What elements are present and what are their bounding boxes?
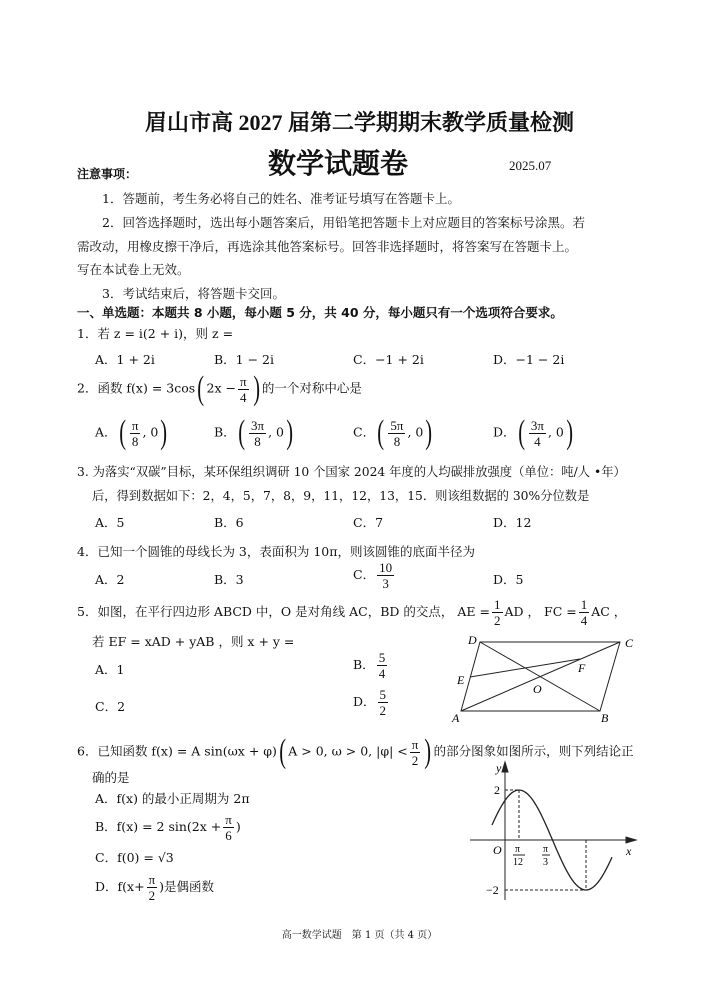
q4-option-d: D．5 (493, 572, 524, 587)
svg-text:3: 3 (543, 857, 548, 868)
q4-text: 4．已知一个圆锥的母线长为 3，表面积为 10π，则该圆锥的底面半径为 (77, 544, 475, 559)
exam-title: 眉山市高 2027 届第二学期期末教学质量检测 (144, 110, 574, 135)
sine-graph (460, 760, 640, 905)
q5-option-a: A．1 (95, 662, 125, 677)
svg-text:π: π (543, 844, 549, 855)
q2-option-c: C．( $\frac{5\pi}{8}$ , 0) (353, 414, 433, 451)
q6-option-d: D．f(x+ $\frac{\pi}{2}$ )是偶函数 (95, 872, 215, 903)
q2-pre: 2．函数 f(x) = 3cos (77, 380, 196, 396)
q5-option-d: D． $\frac{5}{2}$ (353, 687, 387, 718)
svg-text:E: E (457, 673, 465, 687)
page-footer: 高一数学试题 第 1 页（共 4 页） (281, 930, 438, 941)
q4-option-c: C． $\frac{10}{3}$ (353, 560, 393, 591)
q1-text: 1．若 z = i(2 + i)，则 z = (77, 326, 234, 341)
svg-text:x: x (626, 844, 632, 858)
svg-text:O: O (533, 682, 542, 696)
q5-option-b: B． $\frac{5}{4}$ (353, 650, 386, 681)
q3-option-d: D．12 (493, 515, 532, 530)
svg-text:B: B (601, 711, 609, 725)
exam-date: 2025.07 (509, 158, 552, 173)
q3-line: 后，得到数据如下：2，4，5，7，8，9，11，12，13，15．则该组数据的 30%分位数是 (92, 489, 590, 503)
svg-text:O: O (493, 843, 502, 857)
q3-option-c: C．7 (353, 515, 384, 530)
q5-line2: 若 EF = xAD + yAB ，则 x + y = (92, 634, 295, 649)
svg-text:A: A (452, 711, 460, 725)
notice-item: 2．回答选择题时，选出每小题答案后，用铅笔把答题卡上对应题目的答案标号涂黑。若 (102, 215, 585, 230)
notice-item: 1．答题前，考生务必将自己的姓名、准考证号填写在答题卡上。 (102, 191, 460, 206)
parallelogram-figure (440, 630, 640, 725)
q6-option-a: A．f(x) 的最小正周期为 2π (95, 791, 250, 806)
q5-line1: 5．如图，在平行四边形 ABCD 中，O 是对角线 AC，BD 的交点， AE = $\frac{1}{2}$ AD ， FC = $\frac{1}{4}$ AC ， (77, 597, 627, 628)
q1-option-c: C．−1 + 2i (353, 352, 424, 367)
q1-option-a: A．1 + 2i (95, 352, 155, 367)
notice-item: 写在本试卷上无效。 (77, 262, 190, 277)
q2-text: 2．函数 f(x) = 3cos( 2x − $\frac{\pi}{4}$ ) 的一个对称中心是 (77, 370, 362, 407)
svg-text:2: 2 (494, 783, 500, 797)
section-heading: 一、单选题：本题共 8 小题，每小题 5 分，共 40 分，每小题只有一个选项符合要求。 (77, 305, 563, 320)
q2-option-a: A．( $\frac{\pi}{8}$ , 0) (95, 414, 168, 451)
q2-option-d: D．( $\frac{3\pi}{4}$ , 0) (493, 414, 573, 451)
q1-option-d: D．−1 − 2i (493, 352, 565, 367)
q3-option-b: B．6 (214, 515, 244, 530)
svg-text:y: y (496, 761, 502, 775)
q6-line1: 6．已知函数 f(x) = A sin(ωx + φ)( A > 0, ω > 0, |φ| < $\frac{\pi}{2}$ ) 的部分图象如图所示，则下列结论正 (77, 733, 634, 770)
notice-item: 需改动，用橡皮擦干净后，再选涂其他答案标号。回答非选择题时，将答案写在答题卡上。 (77, 239, 578, 254)
q2-post: 的一个对称中心是 (261, 380, 362, 396)
q5-option-c: C．2 (95, 699, 126, 714)
q1-option-b: B．1 − 2i (214, 352, 275, 367)
exam-subtitle: 数学试题卷 (268, 147, 409, 180)
q3-option-a: A．5 (95, 515, 125, 530)
fraction: $\frac{\pi}{4}$ (239, 373, 247, 405)
svg-text:D: D (468, 633, 477, 647)
svg-text:12: 12 (513, 857, 523, 868)
q6-option-c: C．f(0) = √3 (95, 850, 174, 865)
svg-text:−2: −2 (486, 883, 499, 897)
q2-inner: 2x − (206, 380, 236, 396)
notice-heading: 注意事项： (77, 167, 138, 181)
svg-text:C: C (625, 636, 634, 650)
notice-item: 3．考试结束后，将答题卡交回。 (102, 286, 285, 301)
svg-text:F: F (578, 661, 586, 675)
q4-option-b: B．3 (214, 572, 244, 587)
q6-option-b: B．f(x) = 2 sin(2x + $\frac{\pi}{6}$ ) (95, 812, 241, 843)
svg-text:π: π (515, 844, 521, 855)
q6-line2: 确的是 (92, 770, 130, 785)
q3-line: 3. 为落实“双碳”目标，某环保组织调研 10 个国家 2024 年度的人均碳排放强度（单位：吨/人 •年） (77, 465, 626, 479)
q4-option-a: A．2 (95, 572, 125, 587)
q2-option-b: B．( $\frac{3\pi}{8}$ , 0) (214, 414, 294, 451)
